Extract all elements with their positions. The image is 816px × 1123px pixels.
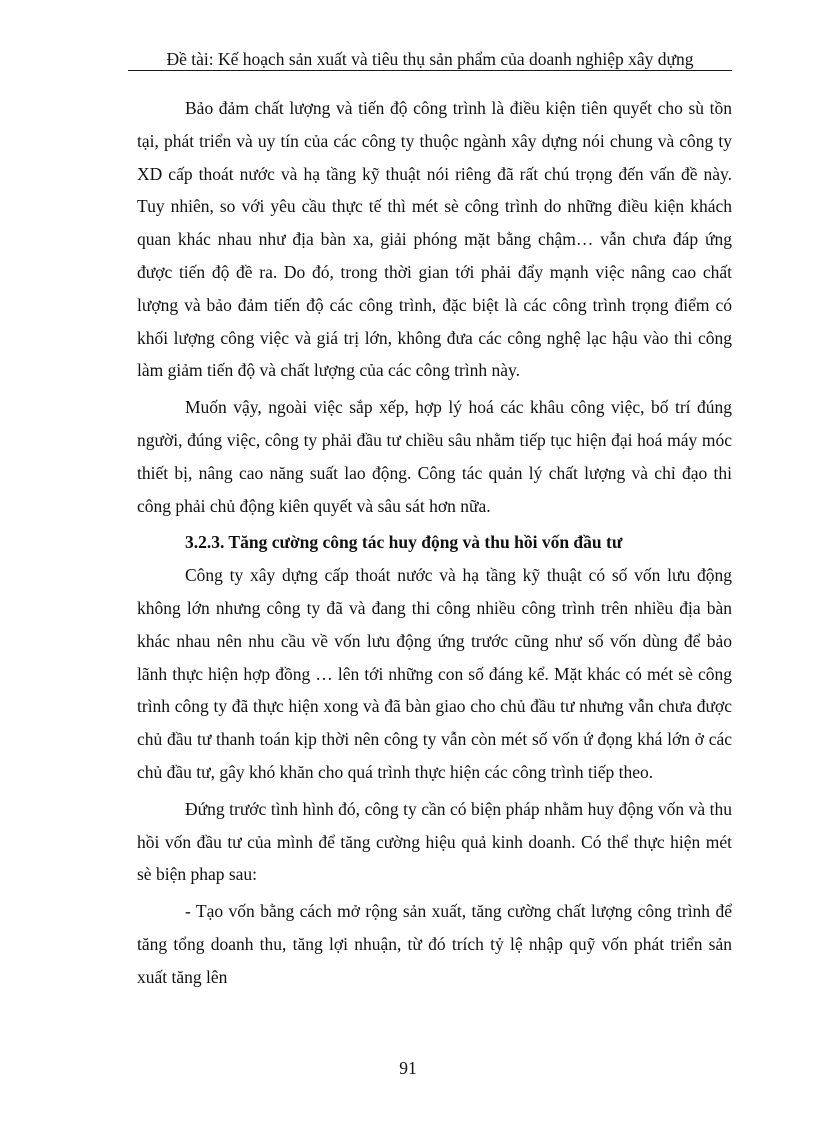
section-heading: 3.2.3. Tăng cường công tác huy động và thu hồi vốn đầu tư <box>185 532 623 553</box>
body-paragraph: - Tạo vốn bằng cách mở rộng sản xuất, tăng cường chất lượng công trình để tăng tổng doanh thu, tăng lợi nhuận, từ đó trích tỷ lệ nhập quỹ vốn phát triển sản xuất tăng lên <box>137 901 732 987</box>
page-number: 91 <box>399 1058 417 1078</box>
page-header-title: Đề tài: Kế hoạch sản xuất và tiêu thụ sản phẩm của doanh nghiệp xây dựng <box>166 49 694 69</box>
body-paragraph: Bảo đảm chất lượng và tiến độ công trình là điều kiện tiên quyết cho sù tồn tại, phát triển và uy tín của các công ty thuộc ngành xây dựng nói chung và công ty XD cấp thoát nước và hạ tầng kỹ thuật nói riêng đã rất chú trọng đến vấn đề này. Tuy nhiên, so với yêu cầu thực tế thì mét sè công trình do những điều kiện khách quan khác nhau như địa bàn xa, giải phóng mặt bằng chậm… vẫn chưa đáp ứng được tiến độ đề ra. Do đó, trong thời gian tới phải đẩy mạnh việc nâng cao chất lượng và bảo đảm tiến độ các công trình, đặc biệt là các công trình trọng điểm có khối lượng công việc và giá trị lớn, không đưa các công nghệ lạc hậu vào thi công làm giảm tiến độ và chất lượng của các công trình này. <box>137 98 732 381</box>
document-body <box>137 92 732 998</box>
body-paragraph: Muốn vậy, ngoài việc sắp xếp, hợp lý hoá các khâu công việc, bố trí đúng người, đúng việc, công ty phải đầu tư chiều sâu nhằm tiếp tục hiện đại hoá máy móc thiết bị, nâng cao năng suất lao động. Công tác quản lý chất lượng và chỉ đạo thi công phải chủ động kiên quyết và sâu sát hơn nữa. <box>137 397 732 516</box>
body-paragraph: Đứng trước tình hình đó, công ty cần có biện pháp nhằm huy động vốn và thu hồi vốn đầu tư của mình để tăng cường hiệu quả kinh doanh. Có thể thực hiện mét sè biện phap sau: <box>137 798 732 885</box>
header-divider <box>128 70 732 71</box>
body-paragraph: Công ty xây dựng cấp thoát nước và hạ tầng kỹ thuật có số vốn lưu động không lớn nhưng công ty đã và đang thi công nhiều công trình trên nhiều địa bàn khác nhau nên nhu cầu về vốn lưu động ứng trước cũng như số vốn dùng để bảo lãnh thực hiện hợp đồng … lên tới những con số đáng kể. Mặt khác có mét sè công trình công ty đã thực hiện xong và đã bàn giao cho chủ đầu tư nhưng vẫn chưa được chủ đầu tư thanh toán kịp thời nên công ty vẫn còn mét số vốn ứ đọng khá lớn ở các chủ đầu tư, gây khó khăn cho quá trình thực hiện các công trình tiếp theo. <box>137 565 732 782</box>
